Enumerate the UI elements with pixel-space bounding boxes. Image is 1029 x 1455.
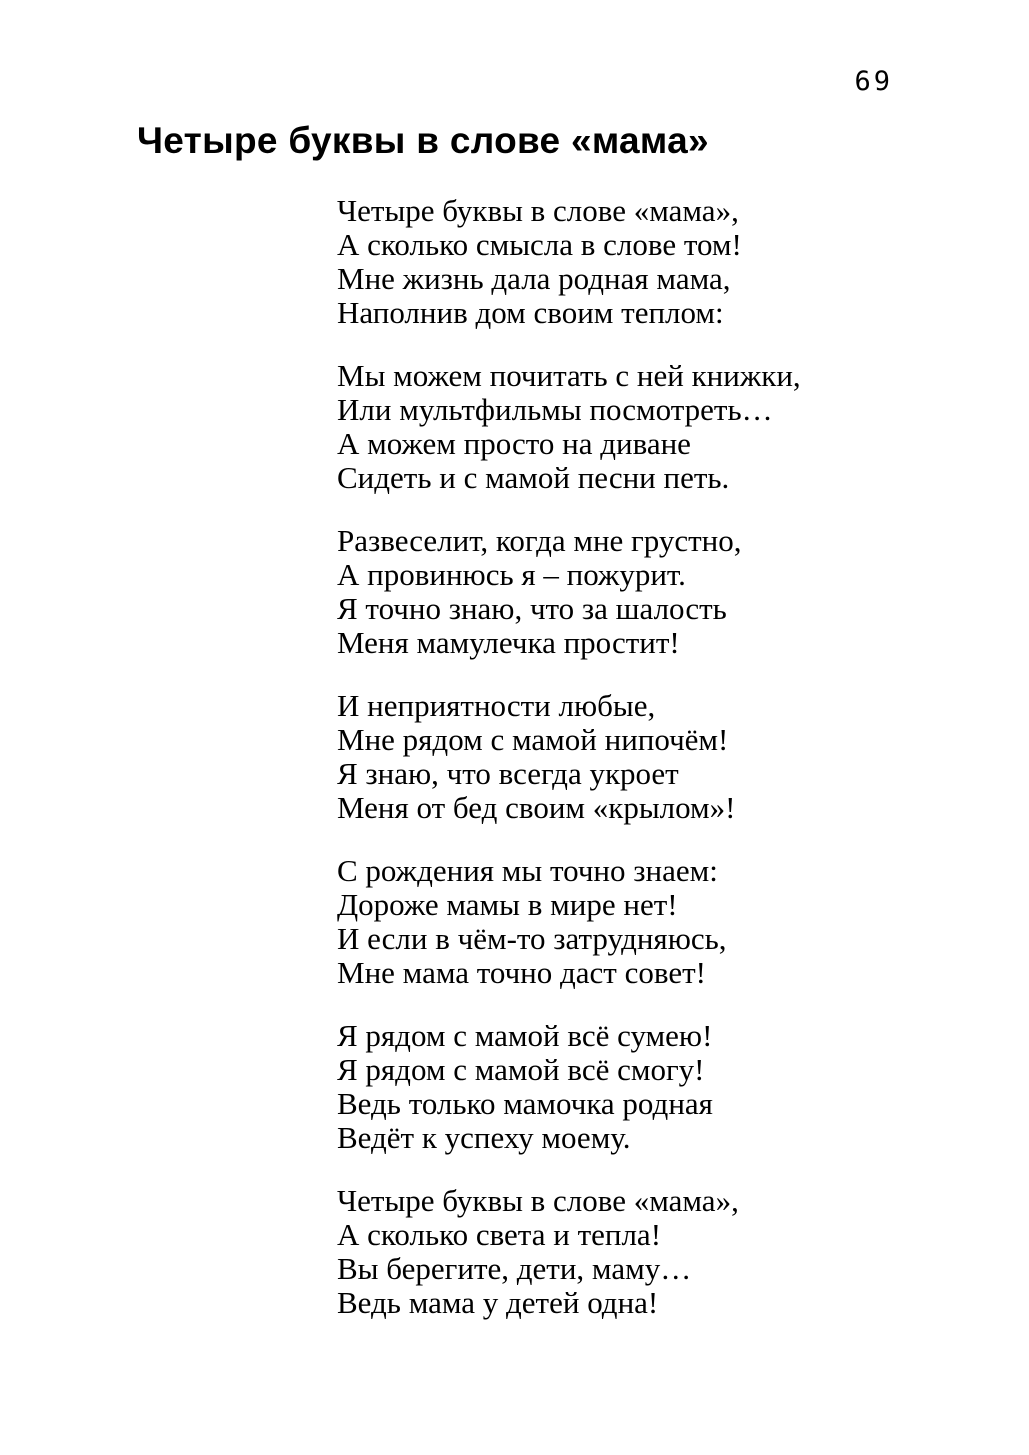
poem-line: Меня от бед своим «крылом»! [337,790,736,825]
poem-line: Мне жизнь дала родная мама, [337,261,731,296]
poem-line: Или мультфильмы посмотреть… [337,392,773,427]
poem-line: Ведёт к успеху моему. [337,1120,631,1155]
poem [337,194,801,1320]
poem-line: А сколько света и тепла! [337,1217,662,1252]
poem-line: С рождения мы точно знаем: [337,853,718,888]
poem-line: Мне рядом с мамой нипочём! [337,722,729,757]
poem-line: Меня мамулечка простит! [337,625,680,660]
poem-line: Четыре буквы в слове «мама», [337,193,739,228]
stanza-5 [337,854,801,990]
poem-line: Мы можем почитать с ней книжки, [337,358,801,393]
stanza-2 [337,359,801,495]
poem-line: А провинюсь я – пожурит. [337,557,686,592]
poem-line: Я точно знаю, что за шалость [337,591,727,626]
poem-line: А можем просто на диване [337,426,691,461]
stanza-3 [337,524,801,660]
poem-line: Сидеть и с мамой песни петь. [337,460,730,495]
stanza-6 [337,1019,801,1155]
poem-line: Вы берегите, дети, маму… [337,1251,692,1286]
poem-line: И неприятности любые, [337,688,656,723]
page-number: 69 [854,66,893,97]
poem-line: Ведь мама у детей одна! [337,1285,659,1320]
poem-line: И если в чём-то затрудняюсь, [337,921,727,956]
page-title: Четыре буквы в слове «мама» [137,120,709,161]
poem-line: Я рядом с мамой всё сумею! [337,1018,713,1053]
poem-line: Дороже мамы в мире нет! [337,887,678,922]
poem-line: Наполнив дом своим теплом: [337,295,724,330]
poem-line: Ведь только мамочка родная [337,1086,713,1121]
poem-line: Я знаю, что всегда укроет [337,756,679,791]
poem-line: Четыре буквы в слове «мама», [337,1183,739,1218]
poem-line: Развеселит, когда мне грустно, [337,523,742,558]
stanza-4 [337,689,801,825]
poem-line: Я рядом с мамой всё смогу! [337,1052,705,1087]
stanza-7 [337,1184,801,1320]
stanza-1 [337,194,801,330]
poem-line: Мне мама точно даст совет! [337,955,706,990]
poem-line: А сколько смысла в слове том! [337,227,742,262]
